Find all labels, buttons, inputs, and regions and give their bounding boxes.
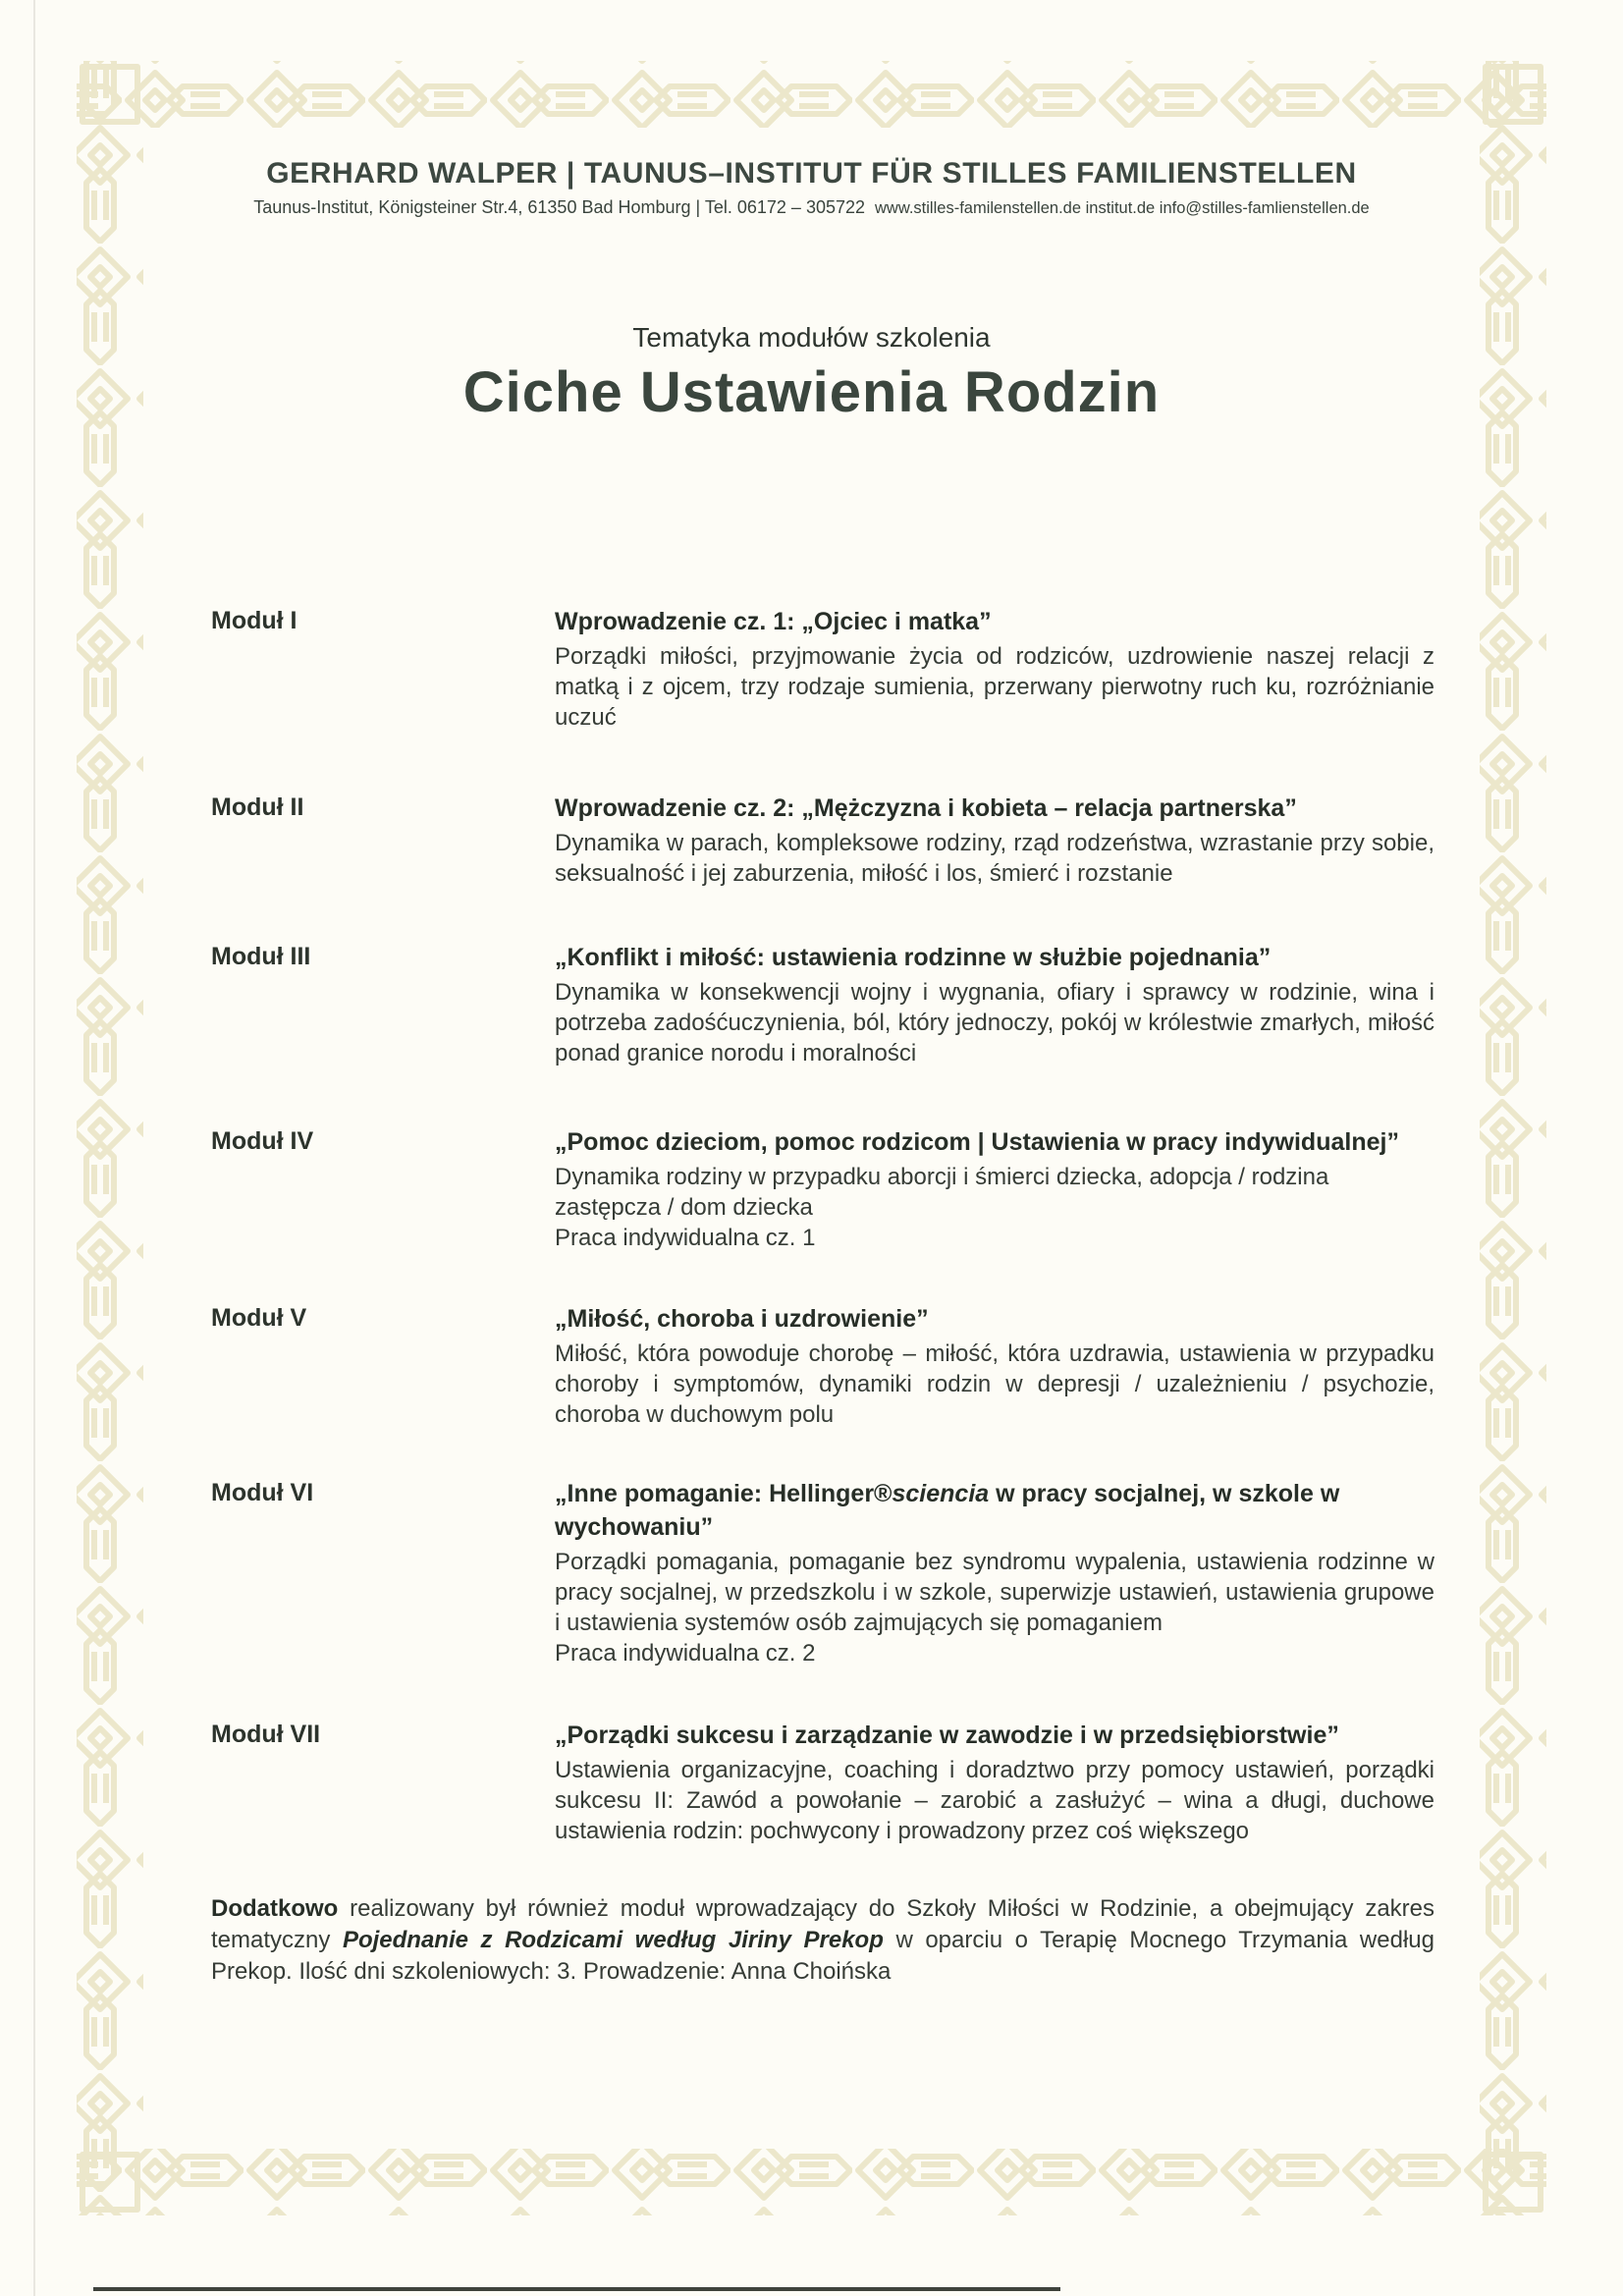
additional-module-paragraph	[211, 1893, 1434, 1988]
module-label: Moduł VI	[211, 1479, 314, 1506]
module-label: Moduł II	[211, 793, 304, 821]
module-text	[555, 1125, 1434, 1253]
footer-emphasis: Pojednanie z Rodzicami według Jiriny Prekop	[342, 1927, 884, 1953]
module-label: Moduł V	[211, 1304, 307, 1332]
module-text	[555, 941, 1434, 1068]
module-row-4	[211, 1125, 1434, 1253]
doc-title: Ciche Ustawienia Rodzin	[462, 360, 1161, 424]
module-text	[555, 1477, 1434, 1668]
module-text	[555, 1302, 1434, 1430]
module-body-extra: Praca indywidualna cz. 1	[555, 1225, 816, 1251]
module-heading: „Porządki sukcesu i zarządzanie w zawodzie i w przedsiębiorstwie”	[555, 1722, 1339, 1749]
module-text	[555, 605, 1434, 733]
module-body: Dynamika w konsekwencji wojny i wygnania, ofiary i sprawcy w rodzinie, wina i potrzeba zadośćuczynienia, ból, który jednoczy, pokój w królestwie zmarłych, miłość ponad granice norodu i moralności	[555, 979, 1434, 1066]
footer-bold-lead: Dodatkowo	[211, 1895, 339, 1922]
module-row-1	[211, 605, 1434, 733]
module-body-extra: Praca indywidualna cz. 2	[555, 1640, 816, 1667]
institute-name: GERHARD WALPER | TAUNUS–INSTITUT FÜR STILLES FAMILIENSTELLEN	[266, 157, 1357, 190]
institute-contact	[0, 197, 1623, 218]
module-body: Porządki miłości, przyjmowanie życia od rodziców, uzdrowienie naszej relacji z matką i z ojcem, trzy rodzaje sumienia, przerwany pierwotny ruch ku, rozróżnianie uczuć	[555, 643, 1434, 731]
module-body: Dynamika rodziny w przypadku aborcji i śmierci dziecka, adopcja / rodzina zastępcza / dom dziecka	[555, 1164, 1329, 1221]
doc-subtitle: Tematyka modułów szkolenia	[632, 322, 991, 353]
module-heading: „Konflikt i miłość: ustawienia rodzinne w służbie pojednania”	[555, 944, 1271, 971]
module-text	[555, 792, 1434, 889]
module-row-2	[211, 792, 1434, 889]
scan-bottom-line-artifact	[93, 2287, 1060, 2291]
module-label: Moduł III	[211, 943, 311, 970]
border-bottom-ornament	[77, 2149, 1546, 2215]
module-row-3	[211, 941, 1434, 1068]
footer-text-rest: w oparciu o Terapię Mocnego Trzymania według Prekop. Ilość dni szkoleniowych: 3. Prowadzenie: Anna Choińska	[211, 1927, 1434, 1985]
module-text	[555, 1719, 1434, 1846]
module-body: Porządki pomagania, pomaganie bez syndromu wypalenia, ustawienia rodzinne w pracy socjalnej, w przedszkolu i w szkole, superwizje ustawień, ustawienia grupowe i ustawienia systemów osób zajmujących się pomaganiem	[555, 1549, 1434, 1636]
module-row-6	[211, 1477, 1434, 1668]
module-body: Miłość, która powoduje chorobę – miłość, która uzdrawia, ustawienia w przypadku choroby i symptomów, dynamiki rodzin w depresji / uzależnieniu / psychozie, choroba w duchowym polu	[555, 1340, 1434, 1428]
module-body: Ustawienia organizacyjne, coaching i doradztwo przy pomocy ustawień, porządki sukcesu II: Zawód a powołanie – zarobić a zasłużyć – wina a długi, duchowe ustawienia rodzin: pochwycony i prowadzony przez coś większego	[555, 1757, 1434, 1844]
module-row-5	[211, 1302, 1434, 1430]
institute-web-email: www.stilles-familenstellen.de institut.de info@stilles-famlienstellen.de	[875, 199, 1370, 217]
module-heading: „Miłość, choroba i uzdrowienie”	[555, 1305, 929, 1333]
module-label: Moduł IV	[211, 1127, 314, 1155]
footer-text-mid: realizowany był również moduł wprowadzający do Szkoły Miłości w Rodzinie, a obejmujący zakres tematyczny	[211, 1895, 1434, 1953]
module-label: Moduł I	[211, 607, 298, 634]
letterhead	[0, 157, 1623, 218]
module-heading: Wprowadzenie cz. 2: „Mężczyzna i kobieta – relacja partnerska”	[555, 794, 1297, 822]
module-label: Moduł VII	[211, 1721, 321, 1748]
institute-address-phone: Taunus-Institut, Königsteiner Str.4, 61350 Bad Homburg | Tel. 06172 – 305722	[253, 197, 866, 217]
module-row-7	[211, 1719, 1434, 1846]
module-heading: Wprowadzenie cz. 1: „Ojciec i matka”	[555, 608, 992, 635]
module-heading: „Inne pomaganie: Hellinger®sciencia w pracy socjalnej, w szkole w wychowaniu”	[555, 1480, 1340, 1541]
border-top-ornament	[77, 61, 1546, 128]
module-body: Dynamika w parach, kompleksowe rodziny, rząd rodzeństwa, wzrastanie przy sobie, seksualność i jej zaburzenia, miłość i los, śmierć i rozstanie	[555, 830, 1434, 887]
module-heading: „Pomoc dzieciom, pomoc rodzicom | Ustawienia w pracy indywidualnej”	[555, 1128, 1399, 1156]
